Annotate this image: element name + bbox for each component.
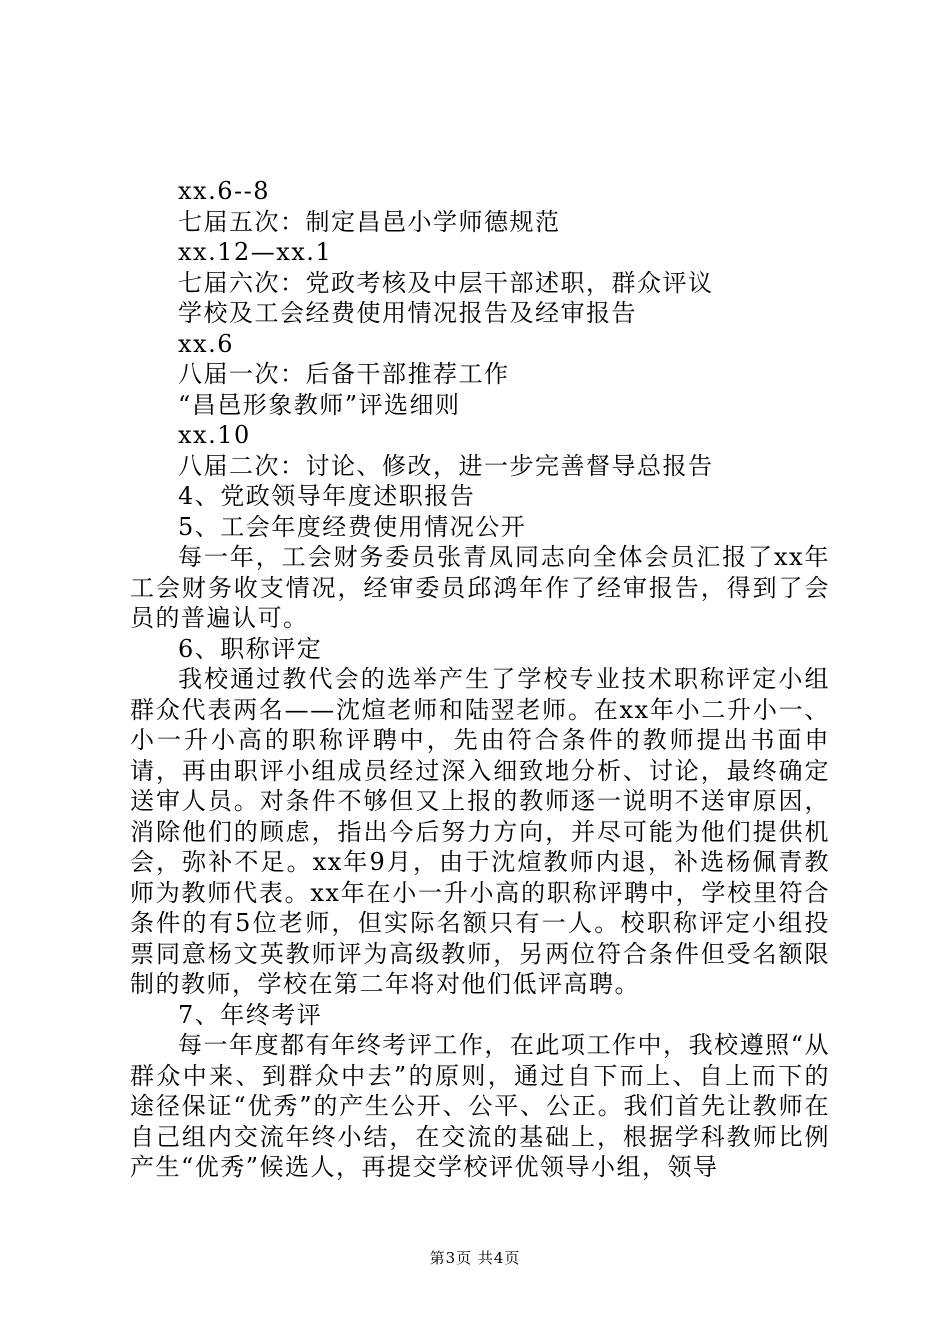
text-line: 学校及工会经费使用情况报告及经审报告 bbox=[178, 299, 637, 327]
text-line: xx.12—xx.1 bbox=[178, 238, 333, 266]
text-line: 八届一次：后备干部推荐工作 bbox=[178, 360, 510, 388]
text-line: 八届二次：讨论、修改，进一步完善督导总报告 bbox=[178, 451, 714, 480]
text-line: 七届五次：制定昌邑小学师德规范 bbox=[178, 207, 561, 236]
section-heading-7: 7、年终考评 bbox=[178, 1000, 323, 1029]
paragraph-finance-report: 每一年，工会财务委员张青凤同志向全体会员汇报了xx年工会财务收支情况，经审委员邱鸿年作了经审报告，得到了会员的普遍认可。 bbox=[130, 543, 830, 632]
text-line: xx.6 bbox=[178, 329, 234, 358]
paragraph-title-evaluation: 我校通过教代会的选举产生了学校专业技术职称评定小组群众代表两名——沈煊老师和陆翌老师。在xx年小二升小一、小一升小高的职称评聘中，先由符合条件的教师提出书面申请，再由职评小组成员经过深入细致地分析、讨论，最终确定送审人员。对条件不够但又上报的教师逐一说明不送审原因，消除他们的顾虑，指出今后努力方向，并尽可能为他们提供机会，弥补不足。xx年9月，由于沈煊教师内退，补选杨佩青教师为教师代表。xx年在小一升小高的职称评聘中，学校里符合条件的有5位老师，但实际名额只有一人。校职称评定小组投票同意杨文英教师评为高级教师，另两位符合条件但受名额限制的教师，学校在第二年将对他们低评高聘。 bbox=[130, 665, 830, 998]
text-line: 七届六次：党政考核及中层干部述职，群众评议 bbox=[178, 268, 714, 297]
page-footer: 第3页 共4页 bbox=[429, 1249, 521, 1267]
text-line: “昌邑形象教师”评选细则 bbox=[178, 390, 461, 419]
paragraph-year-end-review: 每一年度都有年终考评工作，在此项工作中，我校遵照“从群众中来、到群众中去”的原则，通过自下而上、自上而下的途径保证“优秀”的产生公开、公平、公正。我们首先让教师在自己组内交流年终小结，在交流的基础上，根据学科教师比例产生“优秀”候选人，再提交学校评优领导小组，领导 bbox=[130, 1031, 830, 1181]
document-body bbox=[130, 176, 830, 1183]
section-heading-5: 5、工会年度经费使用情况公开 bbox=[178, 512, 527, 541]
section-heading-4: 4、党政领导年度述职报告 bbox=[178, 482, 476, 510]
text-line: xx.10 bbox=[178, 421, 251, 449]
text-line: xx.6--8 bbox=[178, 177, 270, 205]
section-heading-6: 6、职称评定 bbox=[178, 634, 323, 663]
